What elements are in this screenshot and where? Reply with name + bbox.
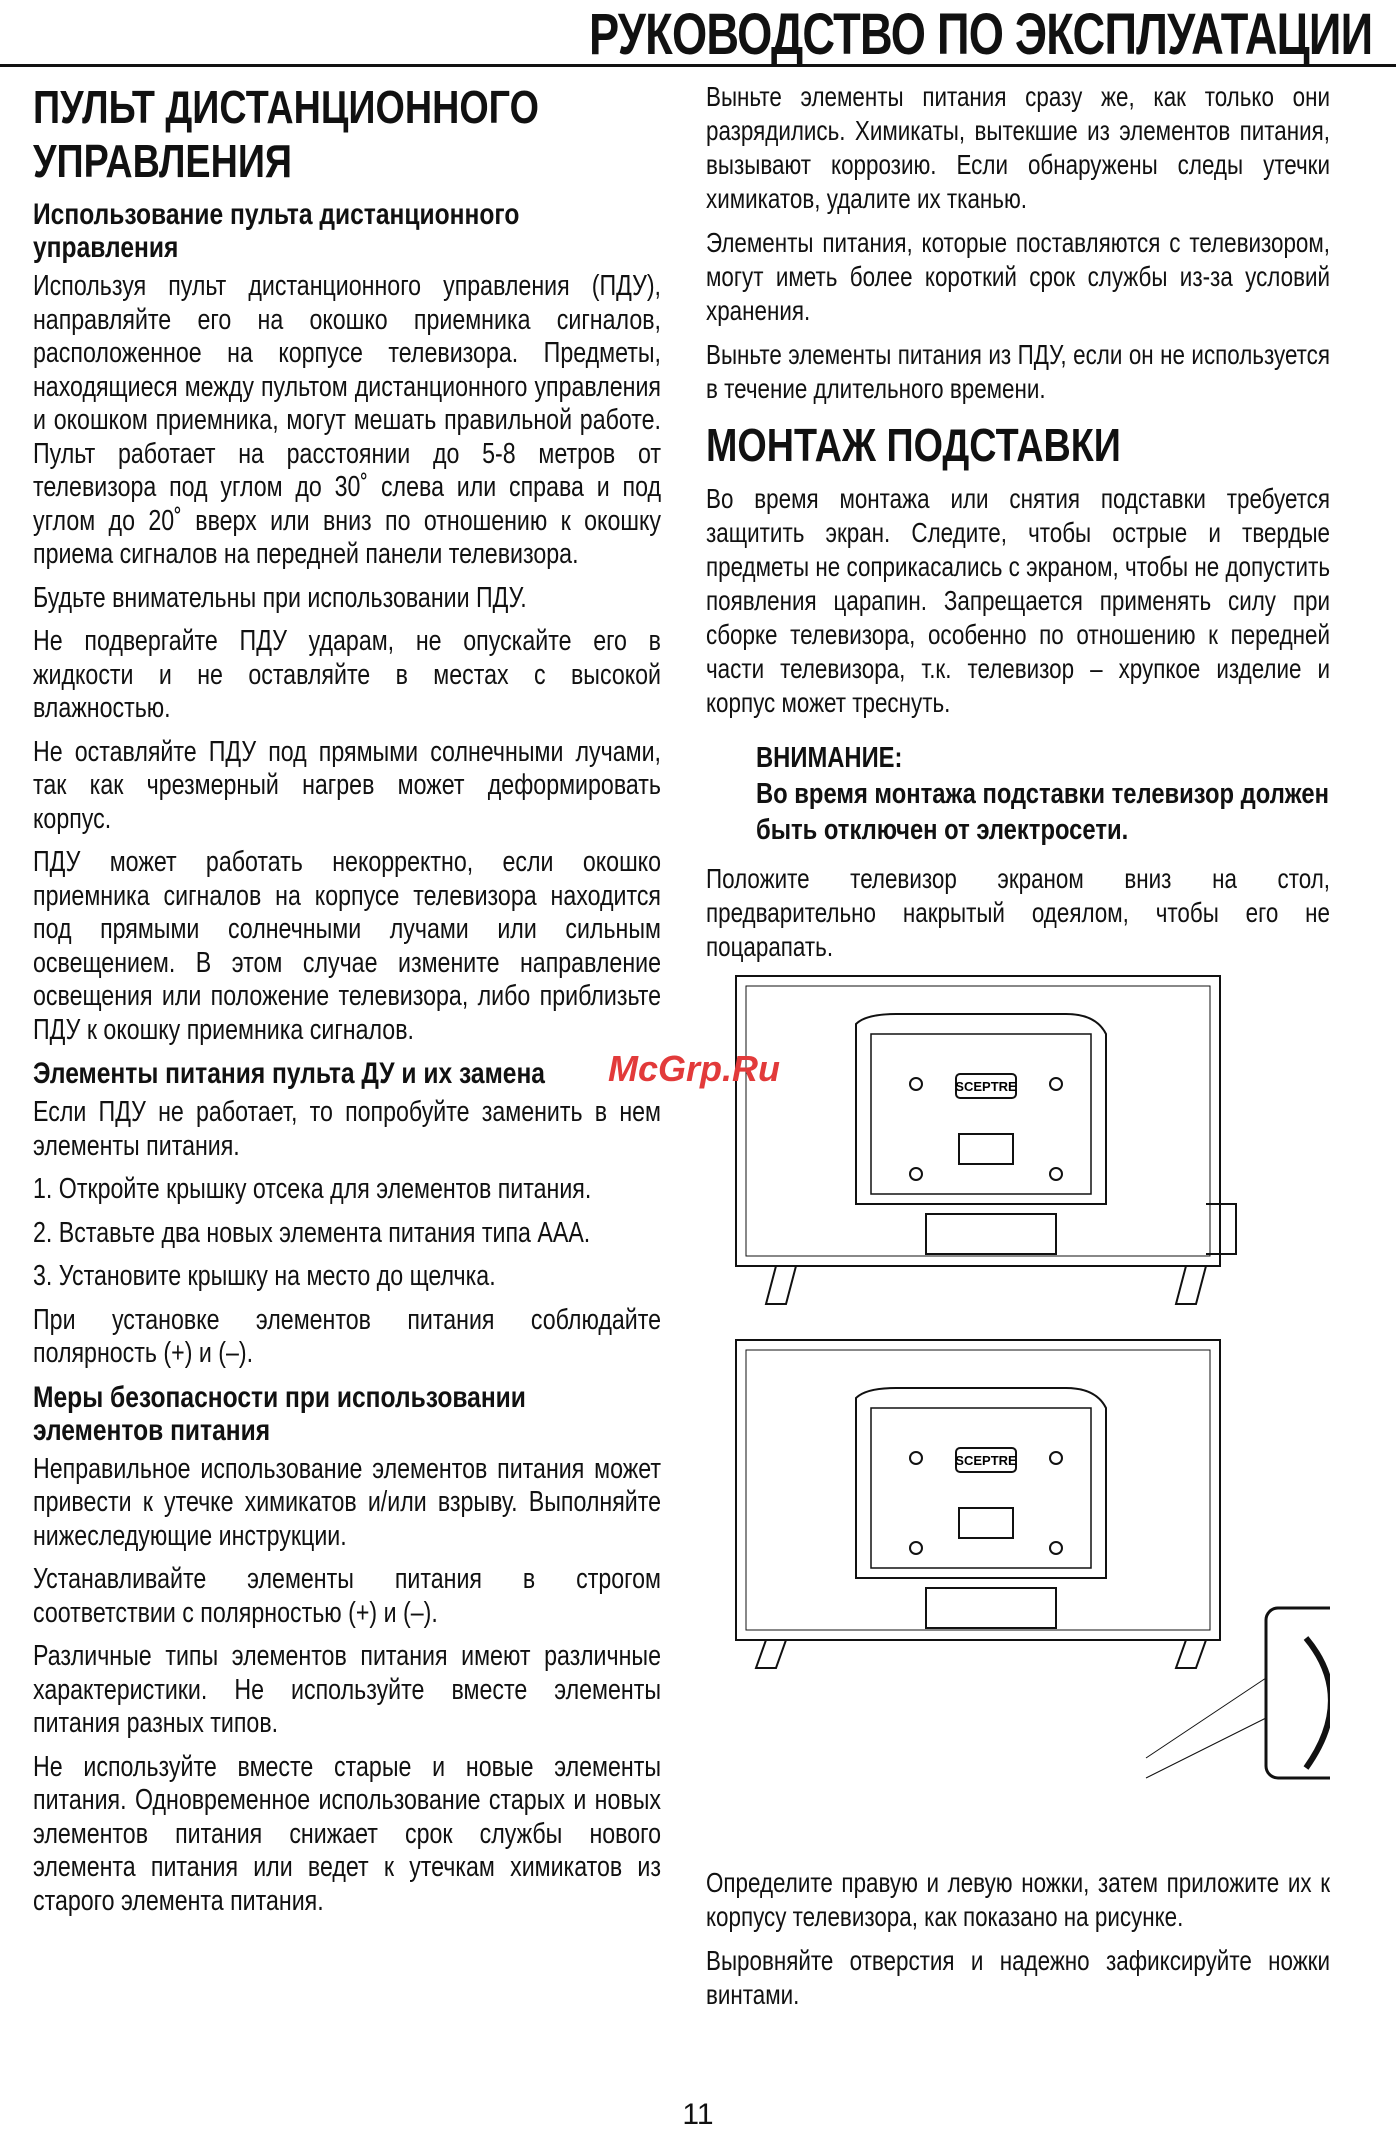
tv-back-figure-2 <box>706 1338 1330 1858</box>
brand-logo-2: SCEPTRE <box>955 1453 1017 1468</box>
paragraph: Не подвергайте ПДУ ударам, не опускайте его в жидкости и не оставляйте в местах с высокой влажностью. <box>33 625 661 724</box>
right-column <box>706 80 1330 2022</box>
paragraph: Неправильное использование элементов питания может привести к утечке химикатов и/или взрыву. Выполняйте нижеследующие инструкции. <box>33 1452 661 1552</box>
section-title-remote <box>33 80 661 188</box>
paragraph: Будьте внимательны при использовании ПДУ. <box>33 581 527 614</box>
warning-block <box>756 740 1330 848</box>
subheading-batteries: Элементы питания пульта ДУ и их замена <box>33 1057 545 1090</box>
left-column <box>33 80 661 1928</box>
subheading-remote-usage: Использование пульта дистанционного управления <box>33 198 520 264</box>
paragraph: Различные типы элементов питания имеют различные характеристики. Не используйте вместе элементы питания разных типов. <box>33 1640 661 1739</box>
paragraph: Элементы питания, которые поставляются с телевизором, могут иметь более короткий срок службы из-за условий хранения. <box>706 227 1330 326</box>
warning-label: ВНИМАНИЕ: <box>756 742 903 774</box>
tv-back-figure-1 <box>706 974 1330 1314</box>
title-line-2: УПРАВЛЕНИЯ <box>33 135 293 187</box>
paragraph: Выньте элементы питания из ПДУ, если он не используется в течение длительного времени. <box>706 339 1330 404</box>
paragraph: ПДУ может работать некорректно, если окошко приемника сигналов на корпусе телевизора находится под прямыми солнечными лучами или сильным освещением. В этом случае измените направление освещения или положение телевизора, либо приблизьте ПДУ к окошку приемника сигналов. <box>33 846 661 1046</box>
paragraph: Выньте элементы питания сразу же, как только они разрядились. Химикаты, вытекшие из элементов питания, вызывают коррозию. Если обнаружены следы утечки химикатов, удалите их тканью. <box>706 81 1330 214</box>
warning-text: Во время монтажа подставки телевизор должен быть отключен от электросети. <box>756 778 1329 846</box>
section-title-stand: МОНТАЖ ПОДСТАВКИ <box>706 419 1121 471</box>
paragraph: Определите правую и левую ножки, затем приложите их к корпусу телевизора, как показано на рисунке. <box>706 1867 1330 1932</box>
paragraph: Положите телевизор экраном вниз на стол, предварительно накрытый одеялом, чтобы его не поцарапать. <box>706 863 1330 962</box>
step-2: 2. Вставьте два новых элемента питания типа AAA. <box>33 1216 591 1249</box>
subheading-battery-safety: Меры безопасности при использовании элементов питания <box>33 1380 526 1447</box>
paragraph: При установке элементов питания соблюдайте полярность (+) и (–). <box>33 1303 661 1369</box>
paragraph: Устанавливайте элементы питания в строгом соответствии с полярностью (+) и (–). <box>33 1563 661 1629</box>
tv-back-with-legs-illustration <box>706 1338 1330 1858</box>
page-header-title: РУКОВОДСТВО ПО ЭКСПЛУАТАЦИИ <box>588 2 1372 67</box>
title-line-1: ПУЛЬТ ДИСТАНЦИОННОГО <box>33 81 539 133</box>
paragraph: Не оставляйте ПДУ под прямыми солнечными лучами, так как чрезмерный нагрев может деформировать корпус. <box>33 735 661 835</box>
watermark: McGrp.Ru <box>608 1048 781 1089</box>
header-divider <box>0 64 1396 67</box>
paragraph: Используя пульт дистанционного управления (ПДУ), направляйте его на окошко приемника сигналов, расположенное на корпусе телевизора. Предметы, находящиеся между пультом дистанционного управления и окошком приемника, могут мешать правильной работе. Пульт работает на расстоянии до 5-8 метров от телевизора под углом до 30˚ слева или справа и под углом до 20˚ вверх или вниз по отношению к окошку приема сигналов на передней панели телевизора. <box>33 270 661 570</box>
paragraph: Не используйте вместе старые и новые элементы питания. Одновременное использование старых и новых элементов питания снижает срок службы нового элемента питания или ведет к утечкам химикатов из старого элемента питания. <box>33 1750 661 1917</box>
step-1: 1. Откройте крышку отсека для элементов питания. <box>33 1173 592 1205</box>
paragraph: Если ПДУ не работает, то попробуйте заменить в нем элементы питания. <box>33 1096 661 1162</box>
step-3: 3. Установите крышку на место до щелчка. <box>33 1260 496 1292</box>
paragraph: Выровняйте отверстия и надежно зафиксируйте ножки винтами. <box>706 1945 1330 2010</box>
paragraph: Во время монтажа или снятия подставки требуется защитить экран. Следите, чтобы острые и твердые предметы не соприкасались с экраном, чтобы не допустить появления царапин. Запрещается применять силу при сборке телевизора, особенно по отношению к передней части телевизора, т.к. телевизор – хрупкое изделие и корпус может треснуть. <box>706 483 1330 718</box>
tv-back-illustration <box>706 974 1330 1314</box>
page-number: 11 <box>682 2098 714 2131</box>
brand-logo-1: SCEPTRE <box>955 1079 1017 1094</box>
